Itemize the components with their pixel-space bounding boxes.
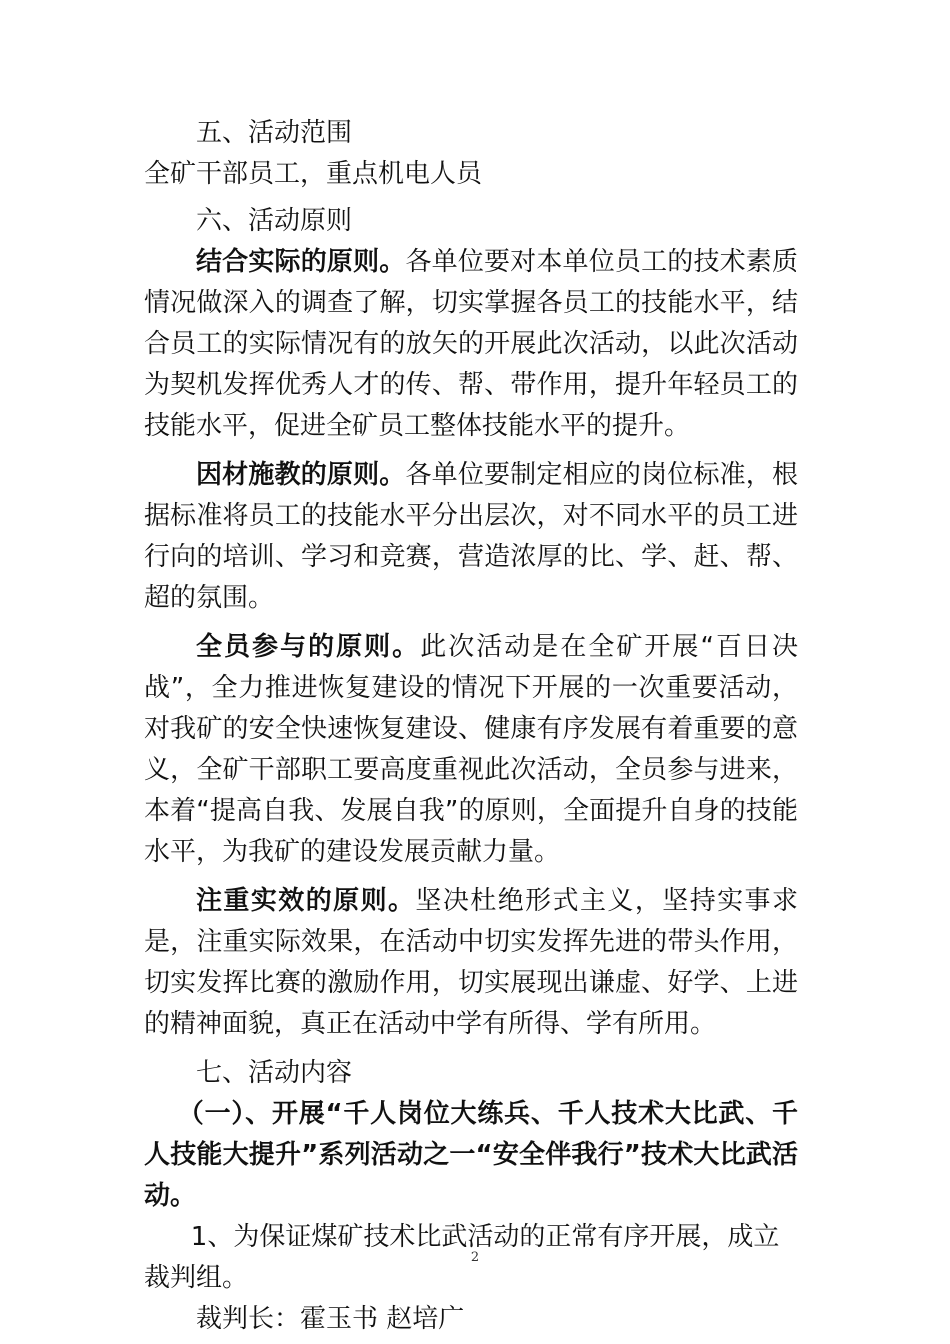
principle-1-body: 各单位要对本单位员工的技术素质情况做深入的调查了解，切实掌握各员工的技能水平，结合员工的实际情况有的放矢的开展此次活动，以此次活动为契机发挥优秀人才的传、帮、带作用，提升年轻员工的技能水平，促进全矿员工整体技能水平的提升。 xyxy=(144,247,798,441)
principle-3-lead: 全员参与的原则。 xyxy=(196,632,421,662)
judge-line: 裁判长：霍玉书 赵培广 xyxy=(196,1304,465,1334)
item-1: 1、为保证煤矿技术比武活动的正常有序开展，成立裁判组。 xyxy=(144,1222,780,1293)
page-number: 2 xyxy=(470,1250,480,1265)
principle-paragraph-2 xyxy=(144,455,798,619)
section-5-body: 全矿干部员工，重点机电人员 xyxy=(144,159,483,189)
section-6-title: 六、活动原则 xyxy=(196,206,353,236)
principle-4-lead: 注重实效的原则。 xyxy=(196,886,416,916)
section-5-title: 五、活动范围 xyxy=(196,118,353,148)
principle-paragraph-3 xyxy=(144,627,798,873)
principle-paragraph-4 xyxy=(144,881,798,1045)
principle-1-lead: 结合实际的原则。 xyxy=(196,247,406,277)
section-7-title: 七、活动内容 xyxy=(196,1058,353,1088)
principle-paragraph-1 xyxy=(144,242,798,447)
document-body xyxy=(144,113,798,1340)
principle-2-body: 各单位要制定相应的岗位标准，根据标准将员工的技能水平分出层次，对不同水平的员工进行向的培训、学习和竞赛，营造浓厚的比、学、赶、帮、超的氛围。 xyxy=(144,460,798,613)
principle-4-body: 坚决杜绝形式主义，坚持实事求是，注重实际效果，在活动中切实发挥先进的带头作用，切实发挥比赛的激励作用，切实展现出谦虚、好学、上进的精神面貌，真正在活动中学有所得、学有所用。 xyxy=(144,886,798,1039)
principle-2-lead: 因材施教的原则。 xyxy=(196,460,406,490)
principle-3-body: 此次活动是在全矿开展“百日决战”，全力推进恢复建设的情况下开展的一次重要活动，对我矿的安全快速恢复建设、健康有序发展有着重要的意义，全矿干部职工要高度重视此次活动，全员参与进来，本着“提高自我、发展自我”的原则，全面提升自身的技能水平，为我矿的建设发展贡献力量。 xyxy=(144,632,798,867)
subsection-1-title: （一）、开展“千人岗位大练兵、千人技术大比武、千人技能大提升”系列活动之一“安全伴我行”技术大比武活动。 xyxy=(144,1099,798,1211)
